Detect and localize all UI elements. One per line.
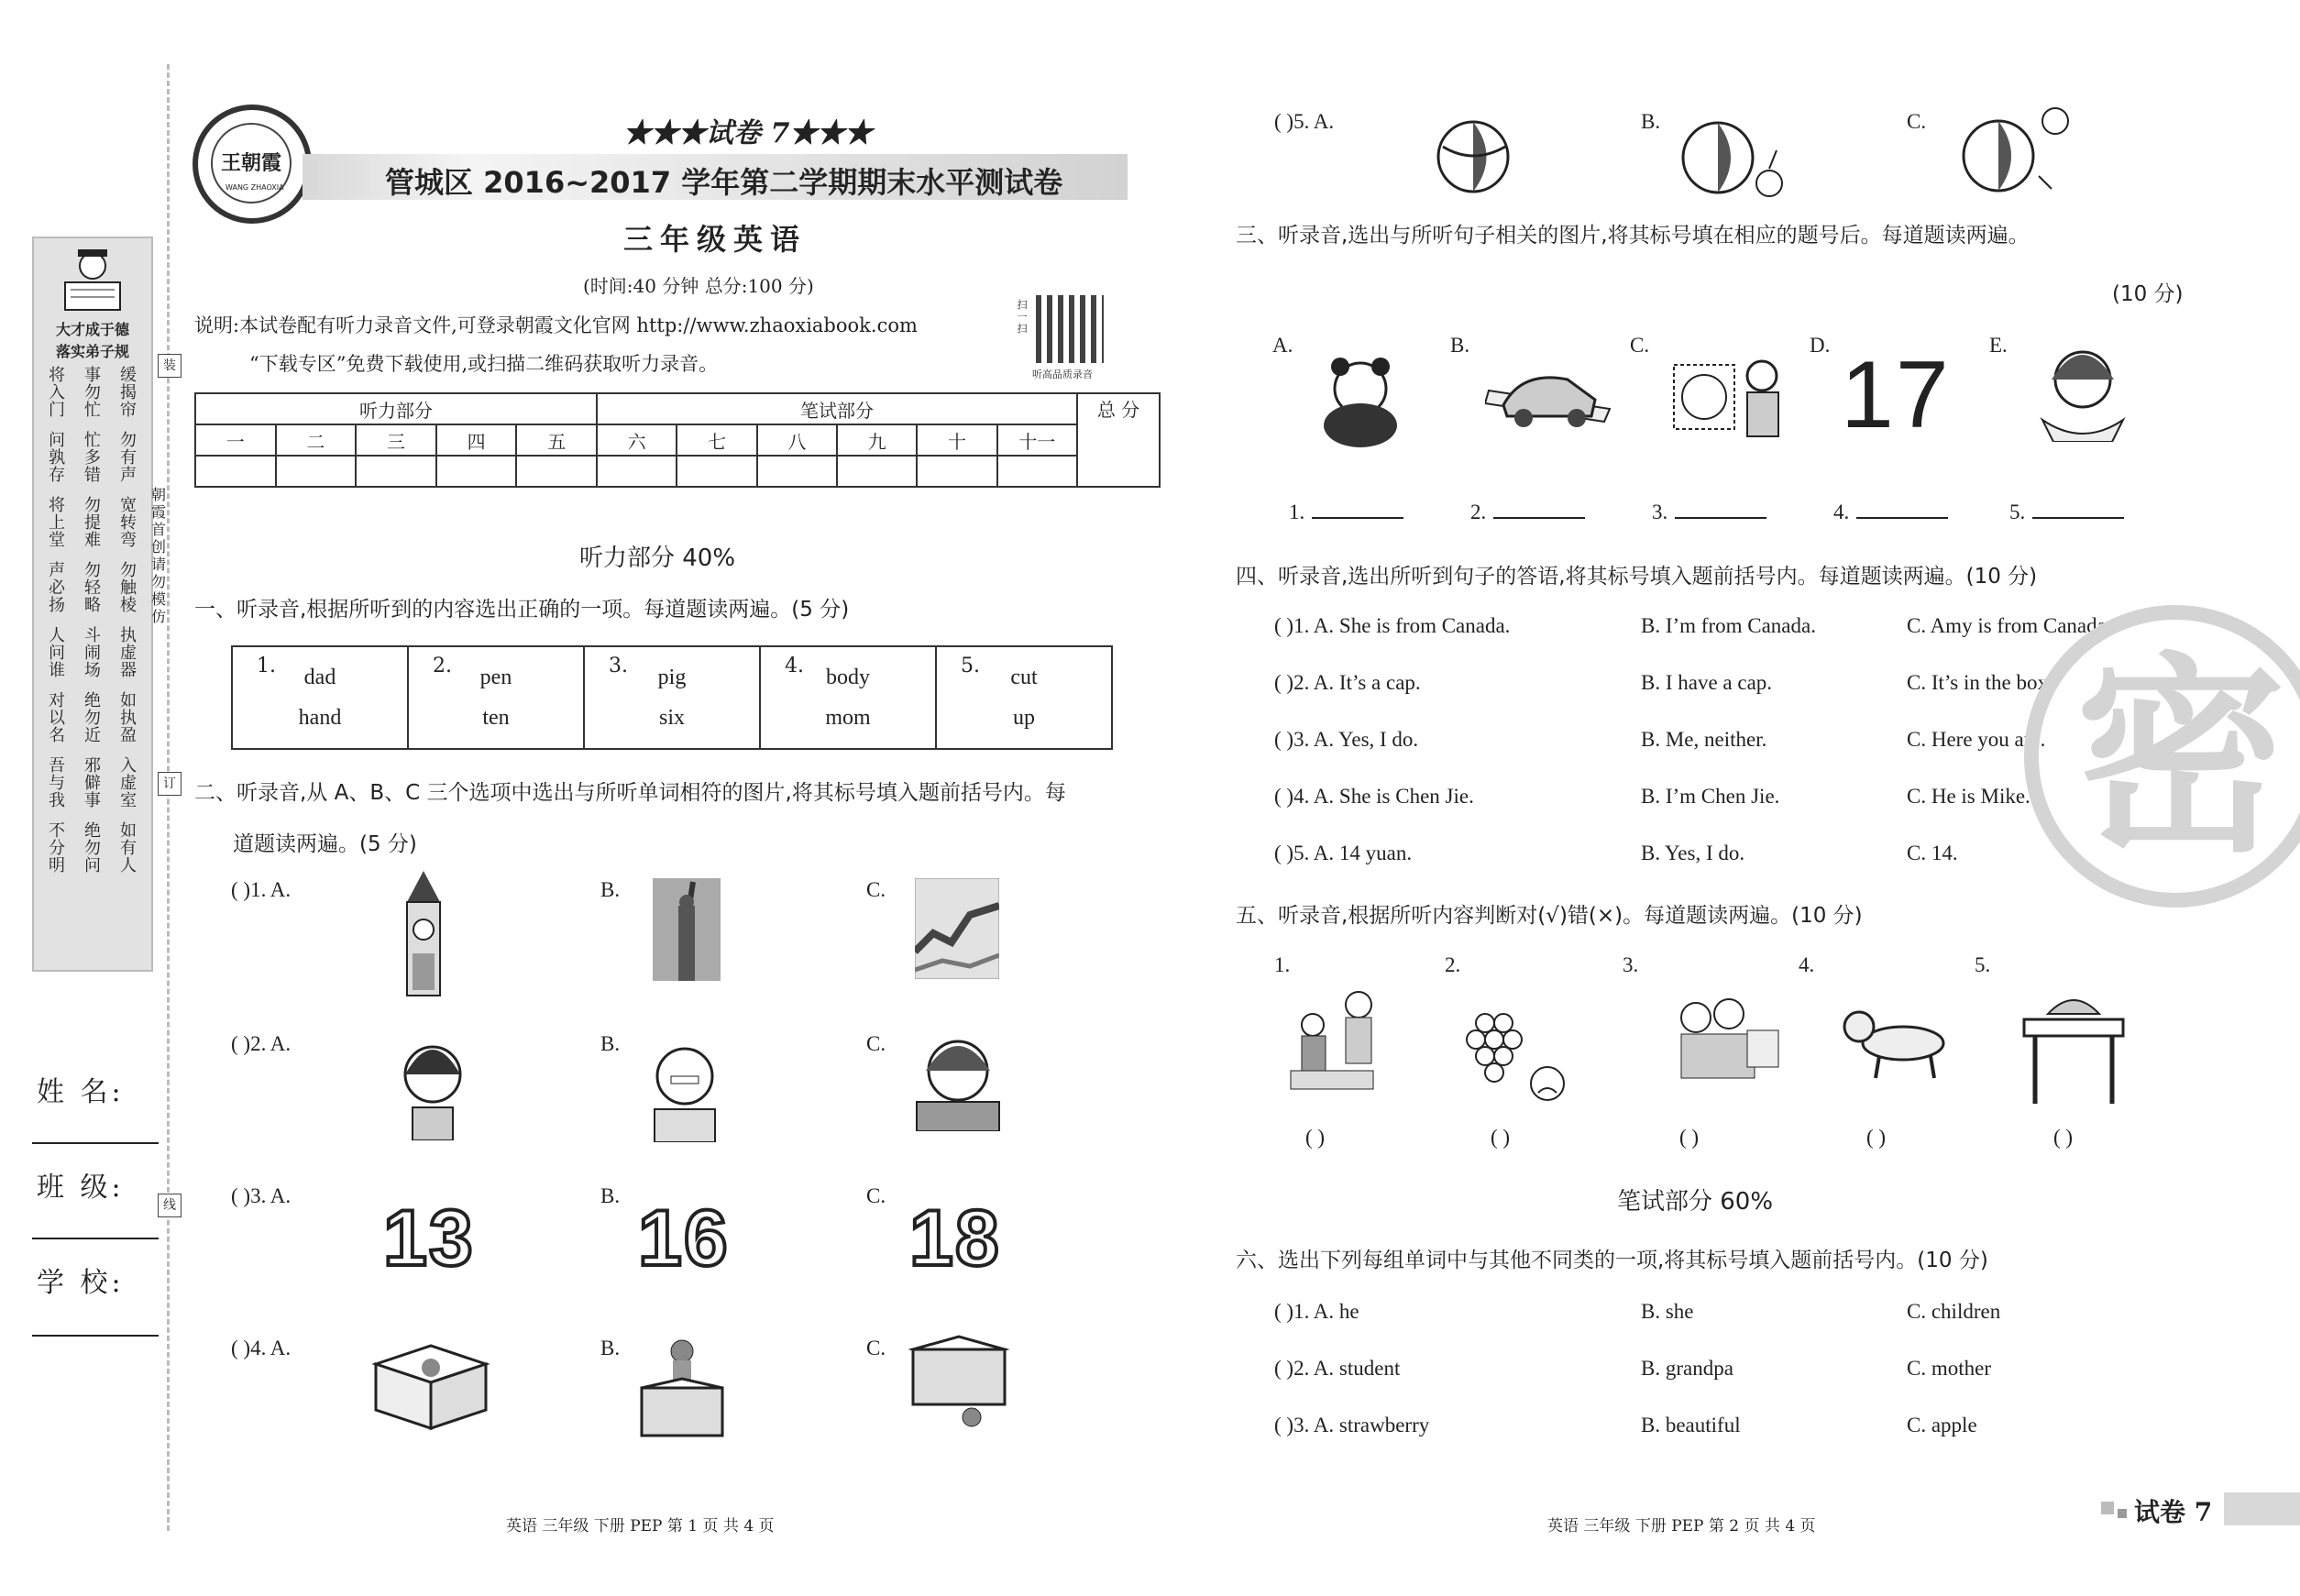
great-wall-icon xyxy=(915,878,999,979)
s3-label-b: B. xyxy=(1450,334,1470,357)
score-cell[interactable] xyxy=(356,456,436,487)
s3-blank-2[interactable]: 2. xyxy=(1470,501,1585,524)
exam-time: (时间:40 分钟 总分:100 分) xyxy=(583,275,814,297)
s2-q3: ( )3. A. xyxy=(231,1184,292,1207)
word-cell[interactable] xyxy=(408,646,584,749)
s5-answer-3[interactable]: ( ) xyxy=(1679,1126,1700,1149)
writing-header: 笔试部分 xyxy=(597,393,1077,424)
motto-row xyxy=(43,497,142,549)
score-cell[interactable] xyxy=(917,456,996,487)
s5-num-2: 2. xyxy=(1445,953,1461,976)
s4-question[interactable]: ( )1. A. She is from Canada. xyxy=(1274,614,1511,637)
word-option-b: ten xyxy=(482,706,510,730)
s5-num-4: 4. xyxy=(1799,953,1815,976)
score-cell[interactable] xyxy=(516,456,597,487)
s2-q2-b: B. xyxy=(600,1032,621,1055)
s6-option-b: B. grandpa xyxy=(1641,1357,1733,1380)
word-cell[interactable] xyxy=(584,646,760,749)
qr-code[interactable] xyxy=(1036,295,1104,363)
motto-column: 斗闹场 xyxy=(84,626,101,680)
motto-column: 事勿忙 xyxy=(84,366,101,420)
clock-tower-icon xyxy=(396,871,451,997)
motto-column: 吾与我 xyxy=(49,756,65,810)
motto-column: 人问谁 xyxy=(49,626,65,680)
s5-answer-5[interactable]: ( ) xyxy=(2053,1126,2074,1149)
word-cell[interactable] xyxy=(232,646,408,749)
footer-square-1 xyxy=(2101,1502,2114,1514)
motto-row xyxy=(43,692,142,744)
ball-with-flying-ball-icon xyxy=(1960,105,2070,193)
motto-column: 邪僻事 xyxy=(84,756,101,810)
s5-num-1: 1. xyxy=(1274,953,1291,976)
s2-q2-c: C. xyxy=(866,1032,886,1055)
grapes-sad-icon xyxy=(1448,986,1568,1106)
section3-heading: 三、听录音,选出与所听句子相关的图片,将其标号填在相应的题号后。每道题读两遍。 xyxy=(1236,224,2030,248)
s3-blank-4[interactable]: 4. xyxy=(1833,501,1948,524)
word-cell[interactable] xyxy=(760,646,936,749)
dog-icon xyxy=(1839,1005,1953,1082)
motto-column: 声必扬 xyxy=(49,561,65,615)
s4-question[interactable]: ( )4. A. She is Chen Jie. xyxy=(1274,785,1474,808)
exam-title: 管城区 2016~2017 学年第二学期期末水平测试卷 xyxy=(385,165,1063,200)
s6-option-c: C. children xyxy=(1907,1300,2001,1323)
s6-question[interactable]: ( )3. A. strawberry xyxy=(1274,1414,1430,1436)
s2-q4-c: C. xyxy=(866,1337,886,1359)
section5-heading: 五、听录音,根据所听内容判断对(√)错(×)。每道题读两遍。(10 分) xyxy=(1236,904,1863,928)
publisher-logo xyxy=(193,105,312,224)
s3-label-c: C. xyxy=(1630,334,1650,357)
s4-question[interactable]: ( )2. A. It’s a cap. xyxy=(1274,671,1421,694)
s2-q3-b: B. xyxy=(600,1184,621,1207)
s4-option-c: C. Amy is from Canada. xyxy=(1907,614,2112,637)
motto-column: 将上堂 xyxy=(49,496,65,550)
paper-label: ★★★试卷 7★★★ xyxy=(623,117,873,149)
mouse-under-box-icon xyxy=(908,1329,1010,1430)
word-cell[interactable] xyxy=(936,646,1112,749)
motto-panel xyxy=(32,237,153,972)
car-and-ruler-icon xyxy=(1485,363,1613,433)
footer-square-2 xyxy=(2118,1509,2127,1518)
score-col-header: 五 xyxy=(516,424,597,456)
word-option-a: pig xyxy=(657,666,687,689)
score-col-header: 十一 xyxy=(997,424,1077,456)
panda-icon xyxy=(1316,358,1404,449)
word-option-a: pen xyxy=(479,666,512,689)
s5-num-5: 5. xyxy=(1975,953,1991,976)
exam-note: 说明:本试卷配有听力录音文件,可登录朝霞文化官网 http://www.zhaoxiabook.com “下载专区”免费下载使用,或扫描二维码获取听力录音。 xyxy=(194,314,918,375)
motto-row xyxy=(43,822,142,875)
word-option-b: hand xyxy=(298,706,342,730)
ball-with-small-ball-icon xyxy=(1681,114,1791,202)
word-cell-number: 1. xyxy=(257,655,276,677)
logo-text: 王朝霞 xyxy=(211,123,292,204)
word-cell-number: 5. xyxy=(961,655,980,677)
score-cell[interactable] xyxy=(195,456,276,487)
motto-column: 绝勿问 xyxy=(84,821,101,875)
motto-column: 勿触棱 xyxy=(120,561,137,615)
s2-q3-c: C. xyxy=(866,1184,886,1207)
number-18: 18 xyxy=(909,1194,1001,1282)
score-cell[interactable] xyxy=(837,456,917,487)
score-col-header: 七 xyxy=(677,424,756,456)
section6-heading: 六、选出下列每组单词中与其他不同类的一项,将其标号填入题前括号内。(10 分) xyxy=(1236,1249,1988,1272)
word-cell-number: 3. xyxy=(609,655,628,677)
s2-q1: ( )1. A. xyxy=(231,878,292,901)
motto-column: 勿提难 xyxy=(84,496,101,550)
s2-q5: ( )5. A. xyxy=(1274,110,1335,133)
section3-score: (10 分) xyxy=(2112,282,2184,306)
s5-answer-2[interactable]: ( ) xyxy=(1491,1126,1511,1149)
score-cell[interactable] xyxy=(997,456,1077,487)
logo-subtext: WANG ZHAOXIA xyxy=(226,183,284,192)
score-cell[interactable] xyxy=(436,456,517,487)
writing-title: 笔试部分 60% xyxy=(1617,1188,1774,1216)
motto-column: 忙多错 xyxy=(84,431,101,485)
grandpa-icon xyxy=(647,1036,722,1142)
s6-question[interactable]: ( )1. A. he xyxy=(1274,1300,1359,1323)
girls-photo-icon xyxy=(1663,994,1782,1085)
motto-column: 绝勿近 xyxy=(84,691,101,745)
s3-blank-3[interactable]: 3. xyxy=(1652,501,1766,524)
s3-label-a: A. xyxy=(1272,334,1293,357)
score-col-header: 十 xyxy=(917,424,996,456)
motto-heading: 大才成于德 落实弟子规 xyxy=(55,321,129,360)
s4-option-b: B. Me, neither. xyxy=(1641,728,1767,751)
motto-column: 勿有声 xyxy=(120,431,137,485)
s4-option-c: C. He is Mike. xyxy=(1907,785,2030,808)
s4-question[interactable]: ( )3. A. Yes, I do. xyxy=(1274,728,1419,751)
s6-option-b: B. beautiful xyxy=(1641,1414,1741,1436)
s2-q4: ( )4. A. xyxy=(231,1337,292,1359)
scholar-illustration xyxy=(61,246,124,315)
listening-title: 听力部分 40% xyxy=(579,545,736,572)
number-16: 16 xyxy=(638,1194,730,1282)
name-label: 姓 名: xyxy=(37,1076,125,1108)
motto-column: 将入门 xyxy=(49,366,65,420)
footer-tag: 试卷 7 xyxy=(2134,1497,2213,1527)
motto-row xyxy=(43,562,142,614)
s2-q4-b: B. xyxy=(600,1337,621,1359)
s2-q1-b: B. xyxy=(600,878,621,901)
word-option-b: mom xyxy=(825,706,871,730)
motto-column: 入虚室 xyxy=(120,756,137,810)
class-line[interactable] xyxy=(32,1238,159,1239)
mouse-on-box-icon xyxy=(636,1335,728,1437)
vertical-note: 朝霞首创 请勿模仿 xyxy=(150,486,166,625)
word-cell-number: 2. xyxy=(433,655,452,677)
motto-column: 不分明 xyxy=(49,821,65,875)
binding-mark-1: 装 xyxy=(158,354,182,378)
word-option-b: six xyxy=(658,706,685,730)
section2-heading-2: 道题读两遍。(5 分) xyxy=(233,832,417,856)
motto-column: 如执盈 xyxy=(120,691,137,745)
qr-caption: 听高品质录音 xyxy=(1032,369,1093,380)
exam-subtitle: 三年级英语 xyxy=(623,222,808,257)
family-icon xyxy=(1287,988,1390,1098)
motto-column: 勿轻略 xyxy=(84,561,101,615)
ball-icon xyxy=(1436,119,1511,194)
word-table xyxy=(231,645,1113,750)
s4-question[interactable]: ( )5. A. 14 yuan. xyxy=(1274,842,1413,864)
motto-row xyxy=(43,432,142,484)
s4-option-c: C. 14. xyxy=(1907,842,1958,864)
score-col-header: 一 xyxy=(195,424,276,456)
qr-side-text: 扫一扫 xyxy=(1017,299,1028,335)
s3-label-d: D. xyxy=(1810,334,1831,357)
score-col-header: 九 xyxy=(837,424,917,456)
motto-columns xyxy=(43,367,142,887)
word-option-a: body xyxy=(826,666,870,689)
binding-mark-2: 订 xyxy=(158,772,182,796)
school-line[interactable] xyxy=(32,1335,159,1337)
section4-heading: 四、听录音,选出所听到句子的答语,将其标号填入题前括号内。每道题读两遍。(10 分) xyxy=(1236,565,2038,589)
confidential-seal: 密 xyxy=(2024,605,2300,908)
score-col-header: 八 xyxy=(757,424,837,456)
score-col-header: 二 xyxy=(276,424,357,456)
motto-row xyxy=(43,627,142,679)
score-cell[interactable] xyxy=(276,456,357,487)
s4-option-b: B. I have a cap. xyxy=(1641,671,1773,694)
grandma-icon xyxy=(908,1029,1008,1131)
section1-heading: 一、听录音,根据所听到的内容选出正确的一项。每道题读两遍。(5 分) xyxy=(194,598,850,622)
mouse-in-box-icon xyxy=(367,1337,495,1432)
s5-answer-1[interactable]: ( ) xyxy=(1305,1126,1326,1149)
score-cell[interactable] xyxy=(757,456,837,487)
motto-column: 如有人 xyxy=(120,821,137,875)
score-cell[interactable] xyxy=(677,456,756,487)
s6-question[interactable]: ( )2. A. student xyxy=(1274,1357,1401,1380)
s4-option-c: C. Here you are. xyxy=(1907,728,2046,751)
table-with-basket-icon xyxy=(2020,986,2127,1107)
word-option-a: cut xyxy=(1010,666,1038,689)
s2-q1-c: C. xyxy=(866,878,886,901)
motto-row xyxy=(43,367,142,419)
footer-page-1: 英语 三年级 下册 PEP 第 1 页 共 4 页 xyxy=(506,1517,775,1535)
score-col-header: 三 xyxy=(356,424,436,456)
word-cell-number: 4. xyxy=(785,655,804,677)
word-option-b: up xyxy=(1013,706,1035,730)
binding-mark-3: 线 xyxy=(158,1194,182,1217)
school-label: 学 校: xyxy=(37,1267,125,1299)
s6-option-c: C. mother xyxy=(1907,1357,1991,1380)
s4-option-b: B. Yes, I do. xyxy=(1641,842,1745,864)
s3-blank-1[interactable]: 1. xyxy=(1289,501,1403,524)
motto-row xyxy=(43,757,142,809)
map-and-boy-icon xyxy=(1670,356,1789,447)
motto-column: 缓揭帘 xyxy=(120,366,137,420)
s5-num-3: 3. xyxy=(1623,953,1639,976)
motto-column: 对以名 xyxy=(49,691,65,745)
section2-heading-1: 二、听录音,从 A、B、C 三个选项中选出与所听单词相符的图片,将其标号填入题前括号内。每 xyxy=(194,781,1066,805)
motto-column: 问孰存 xyxy=(49,431,65,485)
s4-option-b: B. I’m from Canada. xyxy=(1641,614,1816,637)
s3-label-e: E. xyxy=(1989,334,2008,357)
motto-column: 执虚器 xyxy=(120,626,137,680)
footer-page-2: 英语 三年级 下册 PEP 第 2 页 共 4 页 xyxy=(1547,1517,1816,1535)
number-17: 17 xyxy=(1841,342,1951,448)
total-header: 总 分 xyxy=(1077,393,1160,487)
name-line[interactable] xyxy=(32,1142,159,1144)
score-table xyxy=(194,392,1161,488)
binding-dashed-line xyxy=(167,64,170,1531)
s5-answer-4[interactable]: ( ) xyxy=(1866,1126,1887,1149)
s2-q5-b: B. xyxy=(1641,110,1661,133)
motto-column: 宽转弯 xyxy=(120,496,137,550)
s6-option-c: C. apple xyxy=(1907,1414,1977,1436)
statue-of-liberty-icon xyxy=(653,878,721,981)
s4-option-b: B. I’m Chen Jie. xyxy=(1641,785,1780,808)
s4-option-c: C. It’s in the box. xyxy=(1907,671,2053,694)
class-label: 班 级: xyxy=(37,1172,125,1204)
s3-blank-5[interactable]: 5. xyxy=(2009,501,2124,524)
number-13: 13 xyxy=(383,1194,475,1282)
word-option-a: dad xyxy=(303,666,336,689)
listening-header: 听力部分 xyxy=(195,393,597,424)
s6-option-b: B. she xyxy=(1641,1300,1694,1323)
score-cell[interactable] xyxy=(597,456,677,487)
girl-icon xyxy=(396,1034,469,1140)
girl-face-icon xyxy=(2039,347,2127,442)
footer-tag-bar xyxy=(2224,1492,2300,1525)
score-col-header: 六 xyxy=(597,424,677,456)
s2-q2: ( )2. A. xyxy=(231,1032,292,1055)
score-col-header: 四 xyxy=(436,424,517,456)
s2-q5-c: C. xyxy=(1907,110,1927,133)
